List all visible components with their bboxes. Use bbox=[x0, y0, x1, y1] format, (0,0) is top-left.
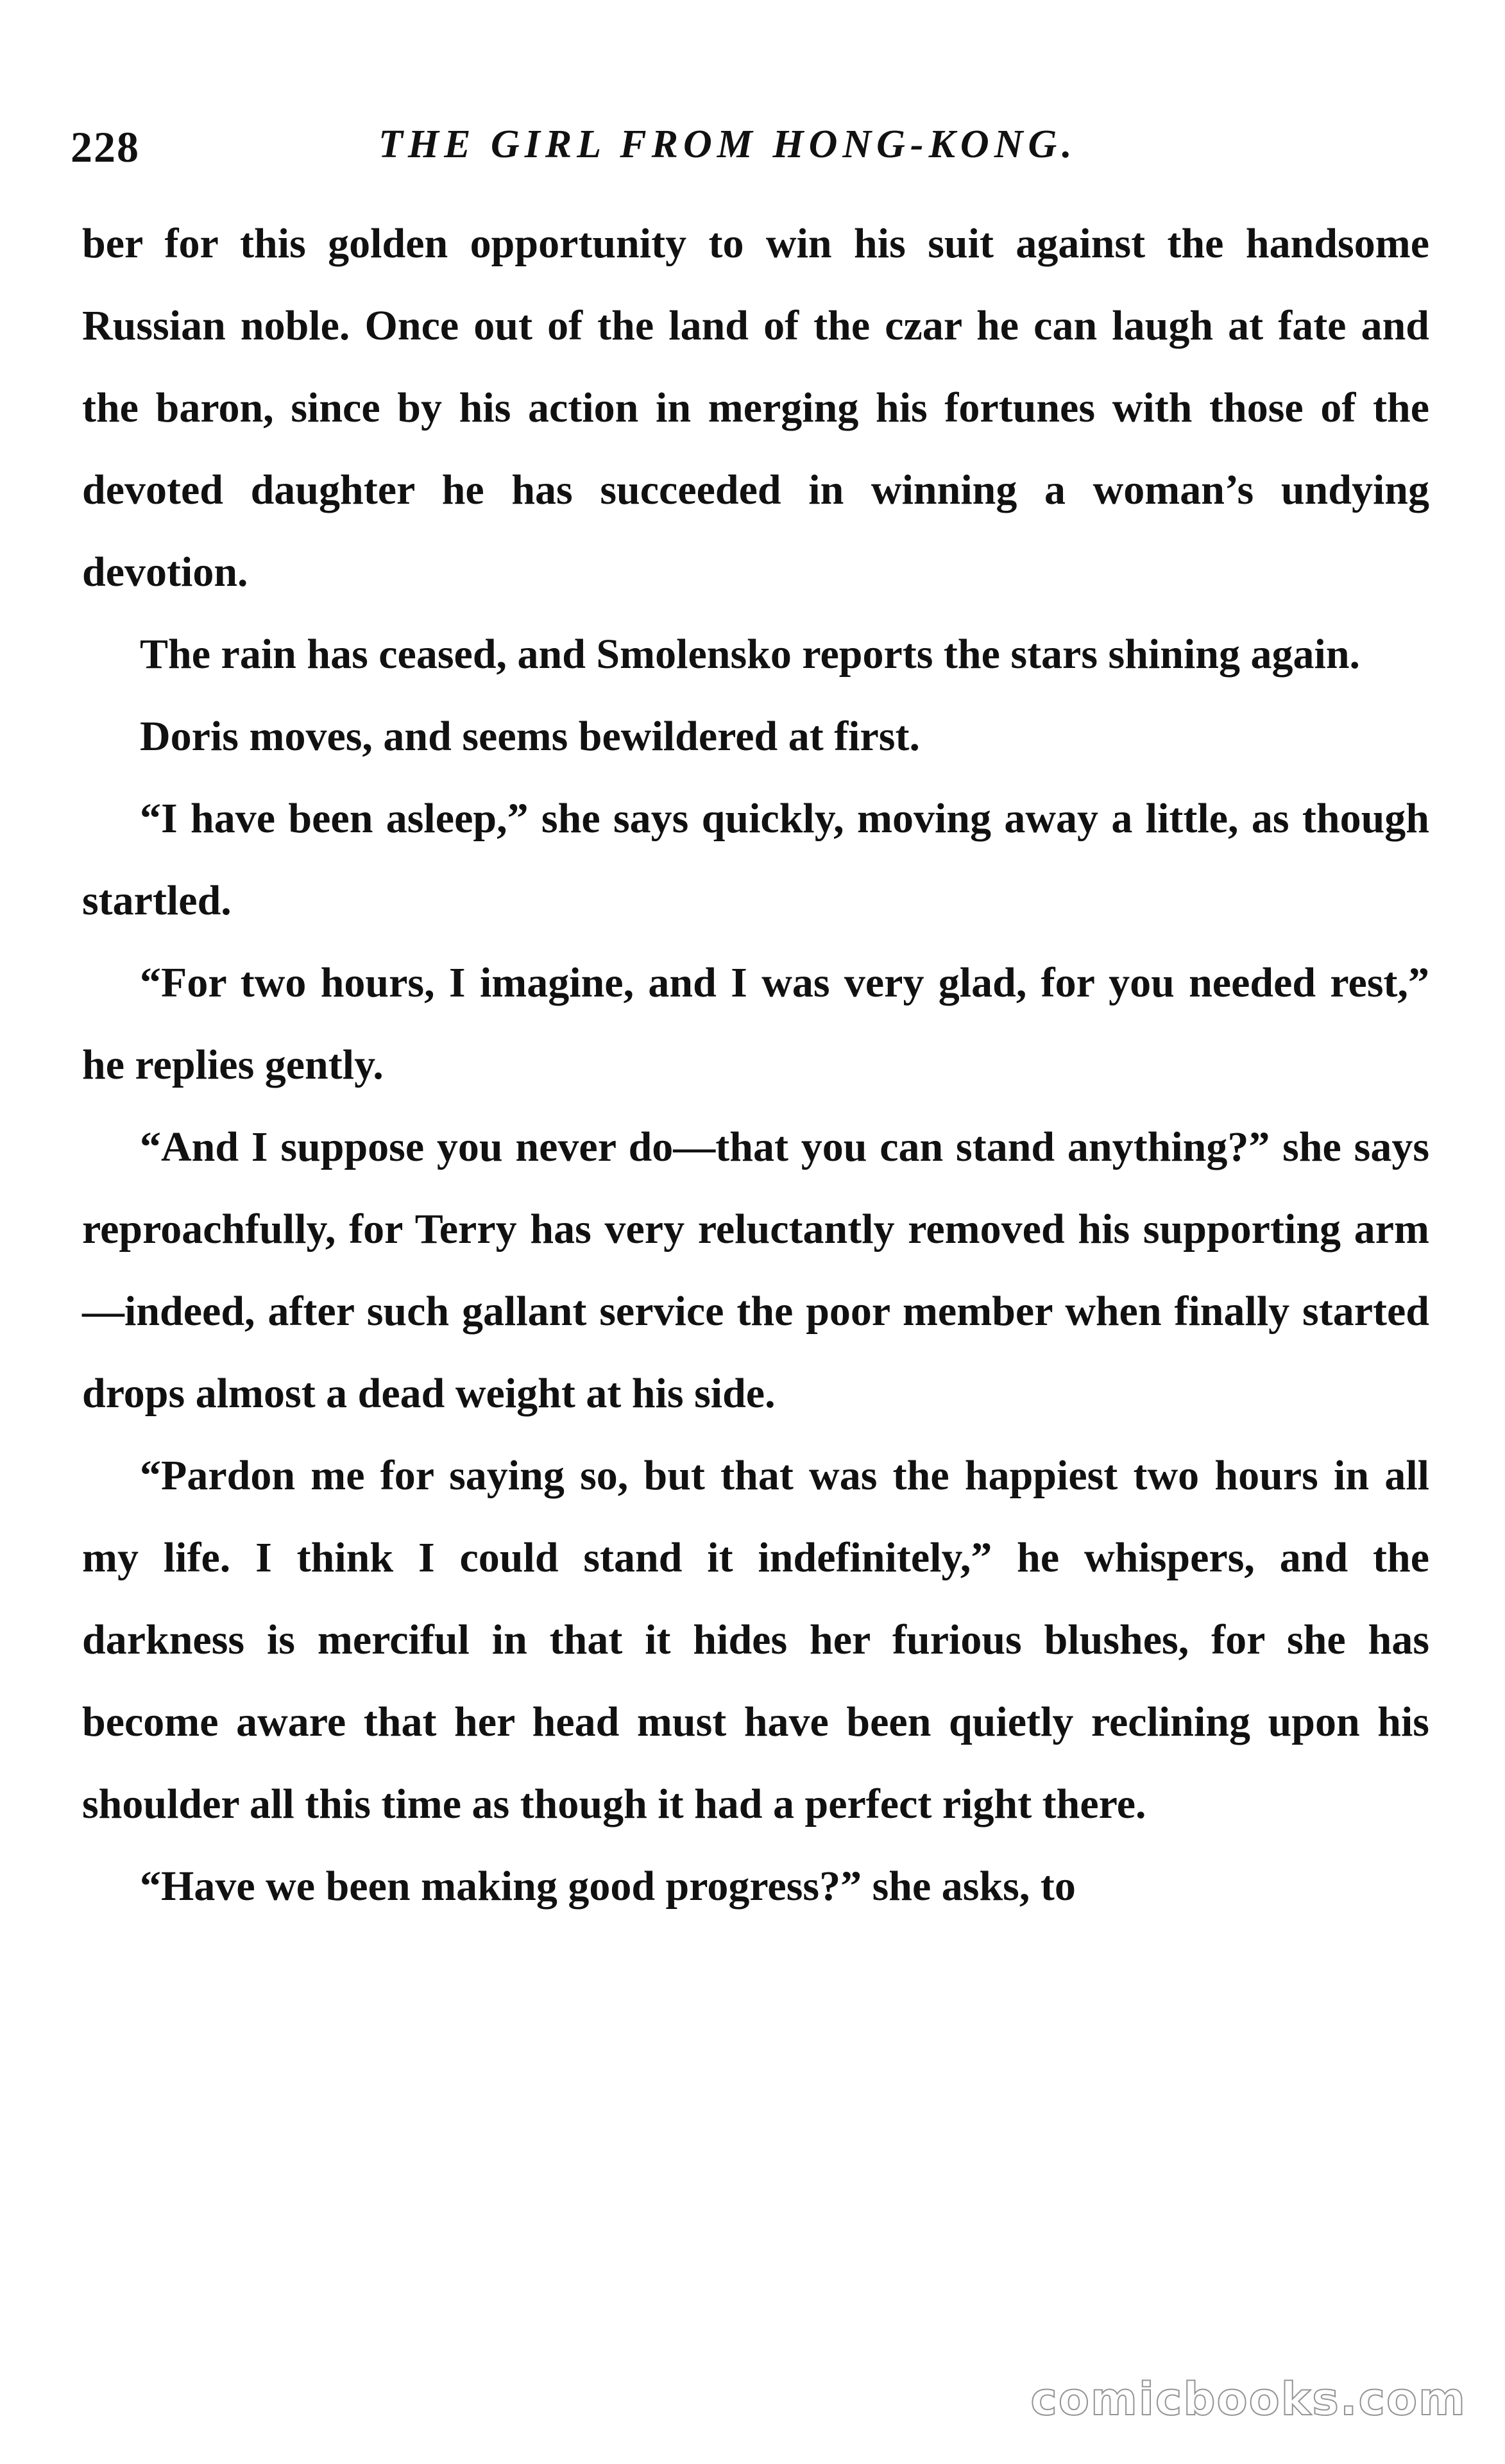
paragraph: Doris moves, and seems bewildered at first. bbox=[140, 713, 920, 760]
paragraph: “And I suppose you never do—that you can stand anything?” she says reproachfully, for Terry has very reluctantly removed his supporting arm—indeed, after such gallant service the poor member when finally started drops almost a dead weight at his side. bbox=[82, 1124, 1429, 1417]
paragraph: “For two hours, I imagine, and I was very glad, for you needed rest,” he replies gently. bbox=[82, 959, 1429, 1088]
running-title: THE GIRL FROM HONG-KONG. bbox=[378, 123, 1077, 166]
paragraph: “Have we been making good progress?” she asks, to bbox=[140, 1863, 1076, 1910]
watermark: comicbooks.com bbox=[1030, 2373, 1467, 2426]
paragraph: “Pardon me for saying so, but that was the happiest two hours in all my life. I think I could stand it indefinitely,” he whispers, and the darkness is merciful in that it hides her furious blushes, for she has become aware that her head must have been quietly reclining upon his shoulder all this time as though it had a perfect right there. bbox=[82, 1452, 1429, 1827]
paragraph: ber for this golden opportunity to win his suit against the handsome Russian noble. Once out of the land of the czar he can laugh at fate and the baron, since by his action in merging his fortunes with those of the devoted daughter he has succeeded in winning a woman’s undying devotion. bbox=[82, 220, 1429, 595]
body-text bbox=[82, 203, 1429, 1928]
page-header bbox=[71, 122, 1482, 193]
paragraph: “I have been asleep,” she says quickly, moving away a little, as though startled. bbox=[82, 795, 1429, 924]
paragraph: The rain has ceased, and Smolensko reports the stars shining again. bbox=[140, 631, 1361, 678]
page-number: 228 bbox=[71, 123, 140, 171]
